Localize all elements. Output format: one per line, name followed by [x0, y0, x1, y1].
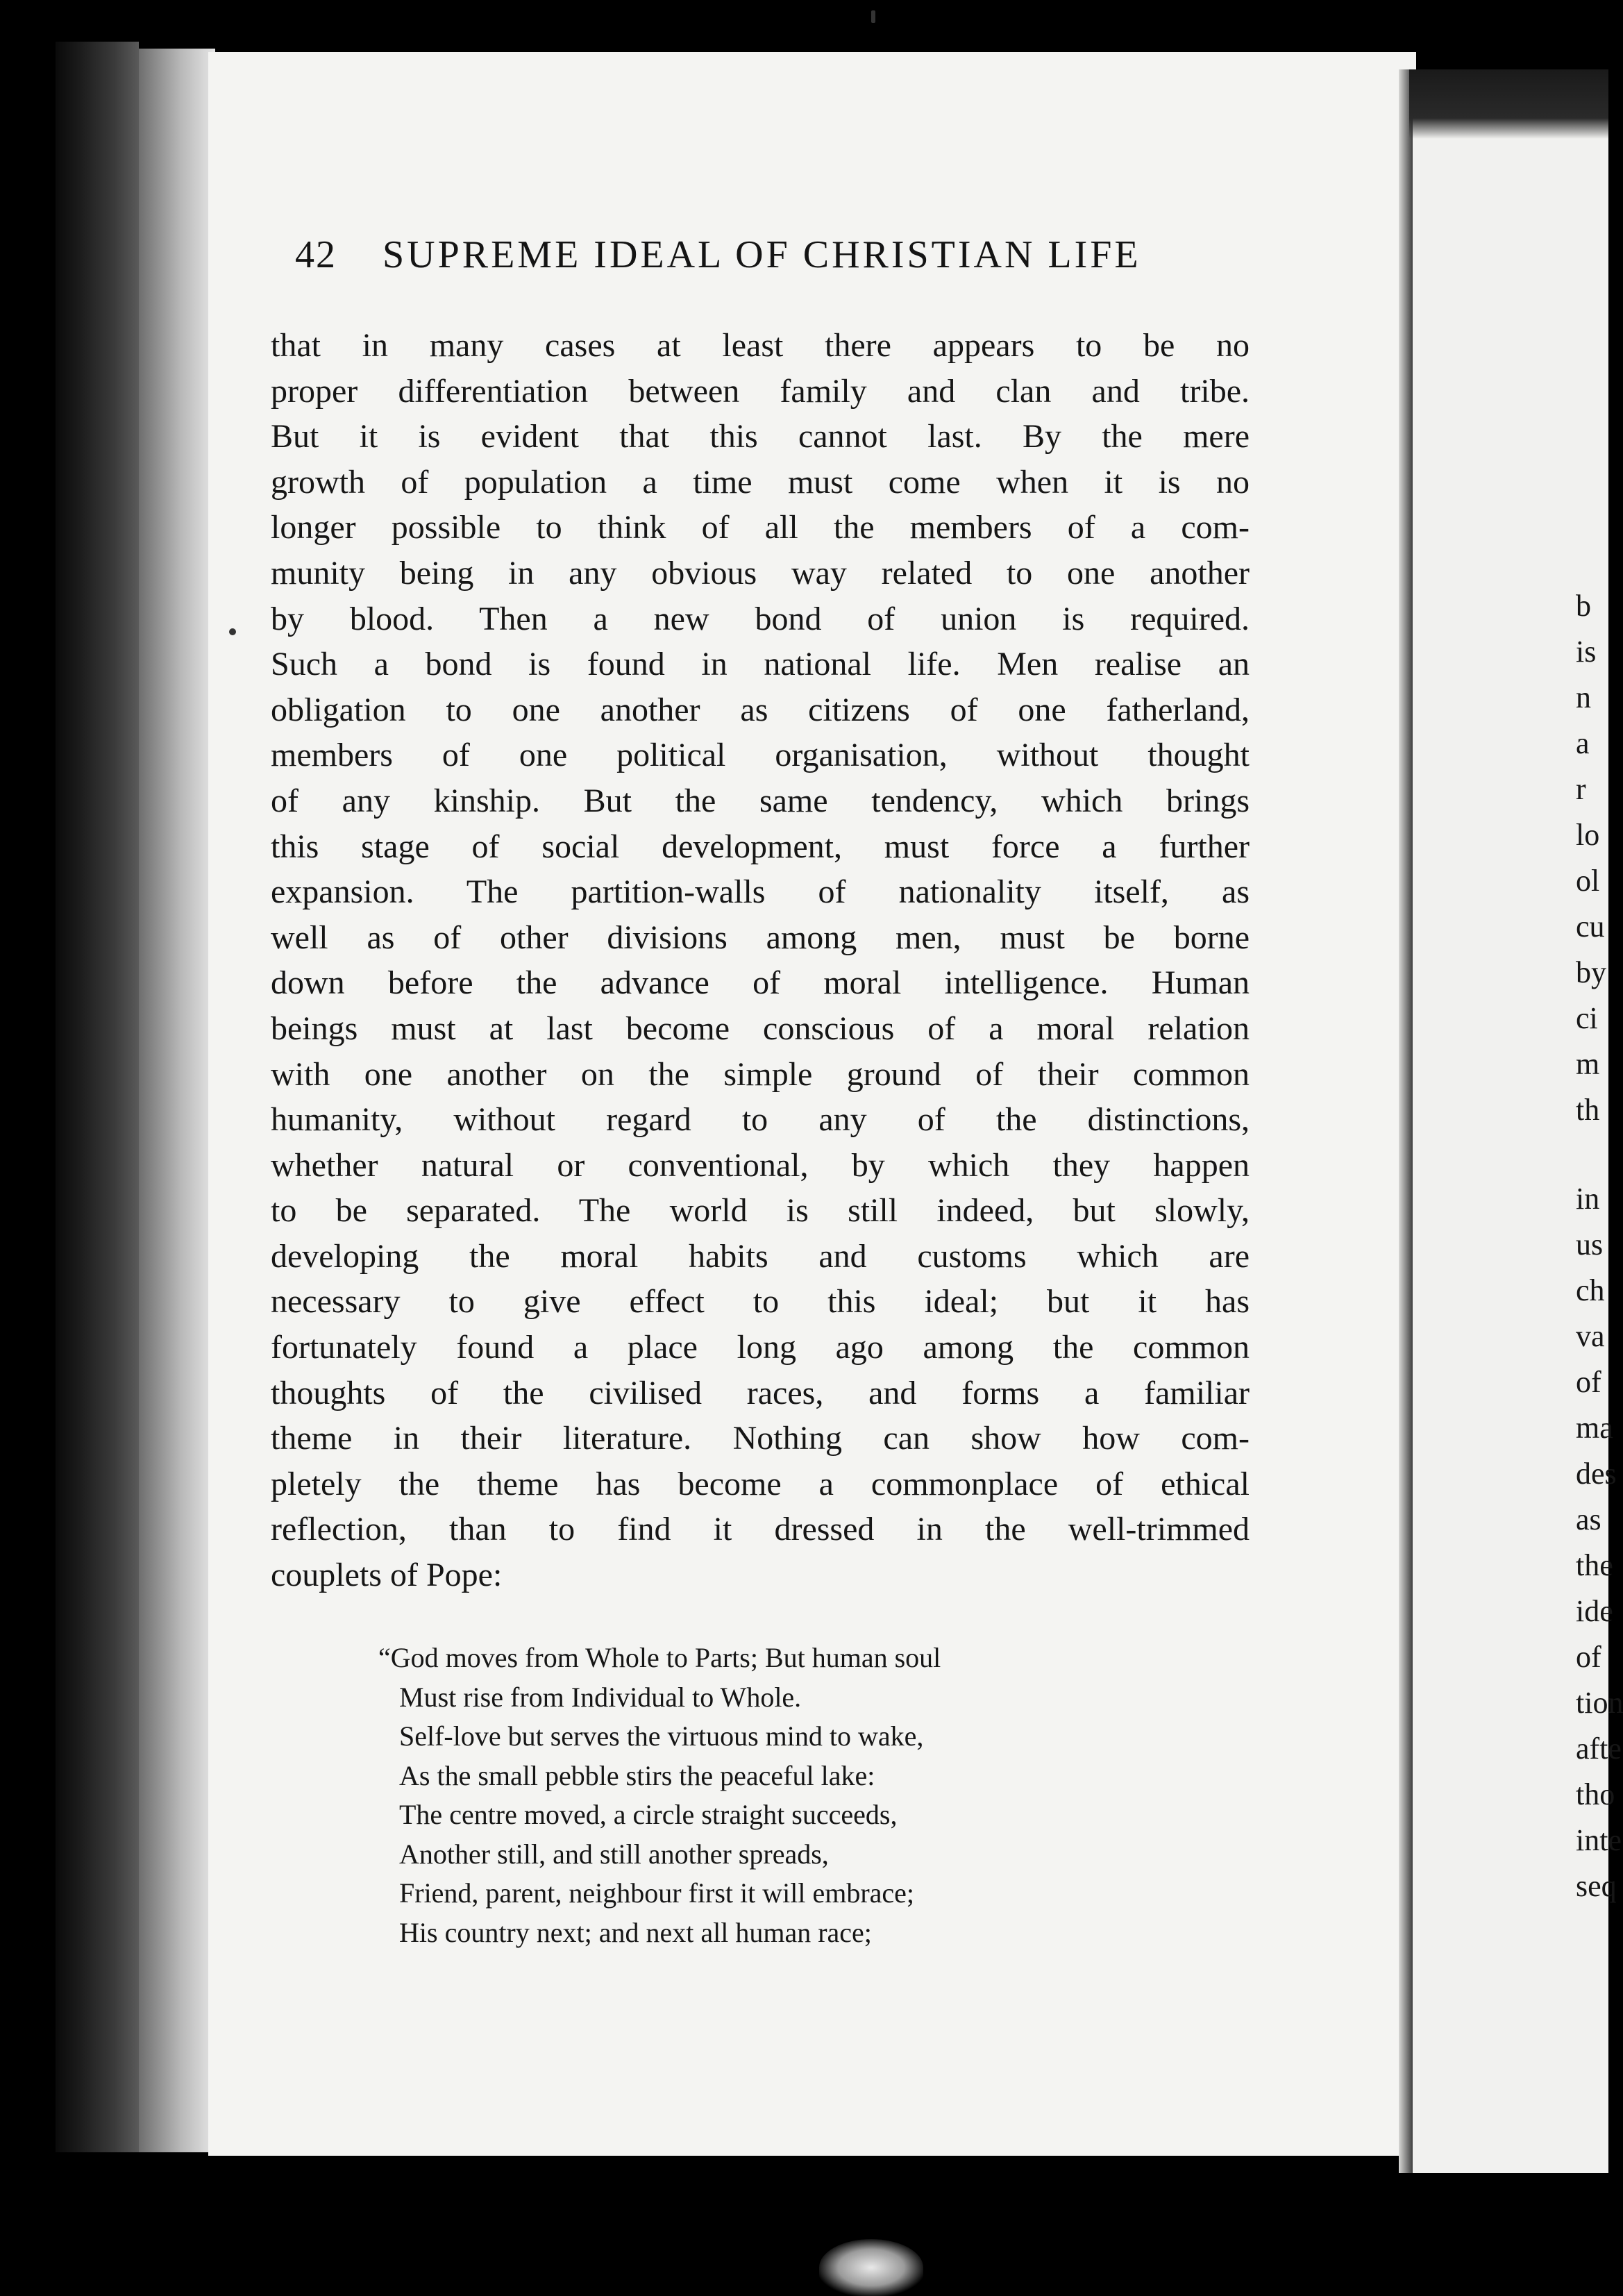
- body-line: But it is evident that this cannot last. By the mere: [271, 418, 1250, 455]
- facing-fragment: ma: [1576, 1411, 1613, 1445]
- quote-line: Friend, parent, neighbour first it will embrace;: [399, 1877, 915, 1909]
- facing-fragment: b: [1576, 589, 1591, 623]
- body-line: that in many cases at least there appears to be no: [271, 327, 1250, 364]
- quote-line: As the small pebble stirs the peaceful lake:: [399, 1759, 875, 1791]
- body-line: obligation to one another as citizens of one fatherland,: [271, 691, 1250, 728]
- body-line: growth of population a time must come when it is no: [271, 463, 1250, 501]
- facing-fragment: by: [1576, 955, 1606, 989]
- facing-fragment: n: [1576, 680, 1591, 714]
- body-line: couplets of Pope:: [271, 1557, 503, 1594]
- body-line: beings must at last become conscious of a moral relation: [271, 1009, 1250, 1047]
- facing-fragment: afte: [1576, 1732, 1622, 1766]
- facing-fragment: ol: [1576, 864, 1600, 898]
- quote-line: Another still, and still another spreads,: [399, 1838, 829, 1870]
- body-line: proper differentiation between family and clan and tribe.: [271, 372, 1250, 410]
- facing-paragraph-gap: [1576, 1133, 1617, 1176]
- body-line: reflection, than to find it dressed in the well-trimmed: [271, 1511, 1250, 1548]
- facing-fragment: r: [1576, 772, 1586, 806]
- facing-fragment: des: [1576, 1457, 1617, 1491]
- body-line: by blood. Then a new bond of union is required.: [271, 600, 1250, 637]
- body-line: to be separated. The world is still indeed, but slowly,: [271, 1192, 1250, 1230]
- scan-speck: [229, 628, 236, 635]
- facing-fragment: of: [1576, 1365, 1601, 1399]
- facing-fragment: va: [1576, 1319, 1605, 1353]
- facing-fragment: as: [1576, 1502, 1601, 1536]
- facing-fragment: ch: [1576, 1273, 1605, 1307]
- body-line: with one another on the simple ground of their common: [271, 1055, 1250, 1093]
- facing-fragment: lo: [1576, 818, 1600, 852]
- facing-fragment: us: [1576, 1227, 1604, 1262]
- body-line: munity being in any obvious way related to one another: [271, 554, 1250, 592]
- page-number: 42: [295, 233, 337, 276]
- facing-fragment: th: [1576, 1093, 1600, 1127]
- body-line: of any kinship. But the same tendency, which brings: [271, 782, 1250, 819]
- facing-fragment: ci: [1576, 1001, 1598, 1035]
- body-line: this stage of social development, must force a further: [271, 828, 1250, 865]
- quote-line: Must rise from Individual to Whole.: [399, 1681, 802, 1713]
- body-line: members of one political organisation, without thought: [271, 737, 1250, 774]
- facing-fragment: tion: [1576, 1686, 1623, 1720]
- body-line: thoughts of the civilised races, and forms a familiar: [271, 1374, 1250, 1411]
- quote-line: Self-love but serves the virtuous mind to wake,: [399, 1720, 924, 1752]
- body-line: developing the moral habits and customs which are: [271, 1237, 1250, 1275]
- body-line: expansion. The partition-walls of nationality itself, as: [271, 873, 1250, 911]
- facing-fragment: m: [1576, 1047, 1600, 1081]
- pope-quotation: [378, 1639, 1184, 1952]
- body-text: [271, 323, 1250, 1598]
- body-line: humanity, without regard to any of the distinctions,: [271, 1101, 1250, 1139]
- facing-fragment: the: [1576, 1548, 1613, 1582]
- quote-line: “God moves from Whole to Parts; But human soul: [378, 1642, 941, 1673]
- body-line: necessary to give effect to this ideal; but it has: [271, 1283, 1250, 1321]
- page-gutter: [139, 49, 215, 2152]
- body-line: fortunately found a place long ago among the common: [271, 1329, 1250, 1366]
- facing-fragment: seq: [1576, 1869, 1617, 1903]
- facing-fragment: of: [1576, 1640, 1601, 1674]
- scan-speck: [871, 10, 875, 23]
- body-line: whether natural or conventional, by which they happen: [271, 1146, 1250, 1184]
- scan-artifact: [819, 2239, 923, 2296]
- quote-line: His country next; and next all human race;: [399, 1916, 872, 1948]
- body-line: longer possible to think of all the members of a com-: [271, 509, 1250, 546]
- body-line: pletely the theme has become a commonplace of ethical: [271, 1465, 1250, 1502]
- running-head: [295, 233, 1267, 288]
- facing-page-text: [1576, 583, 1623, 1909]
- facing-fragment: cu: [1576, 910, 1605, 944]
- facing-fragment: in: [1576, 1182, 1600, 1216]
- book-binding: [56, 42, 139, 2152]
- quote-line: The centre moved, a circle straight succeeds,: [399, 1799, 898, 1830]
- body-line: theme in their literature. Nothing can show how com-: [271, 1420, 1250, 1457]
- body-line: down before the advance of moral intelligence. Human: [271, 964, 1250, 1002]
- body-line: well as of other divisions among men, must be borne: [271, 919, 1250, 956]
- facing-page-top-shadow: [1409, 69, 1608, 139]
- facing-fragment: tho: [1576, 1777, 1615, 1811]
- facing-fragment: inte: [1576, 1823, 1622, 1857]
- facing-fragment: ide: [1576, 1594, 1613, 1628]
- running-head-title: SUPREME IDEAL OF CHRISTIAN LIFE: [382, 233, 1141, 276]
- facing-fragment: is: [1576, 635, 1597, 669]
- facing-fragment: a: [1576, 726, 1590, 760]
- body-line: Such a bond is found in national life. Men realise an: [271, 646, 1250, 683]
